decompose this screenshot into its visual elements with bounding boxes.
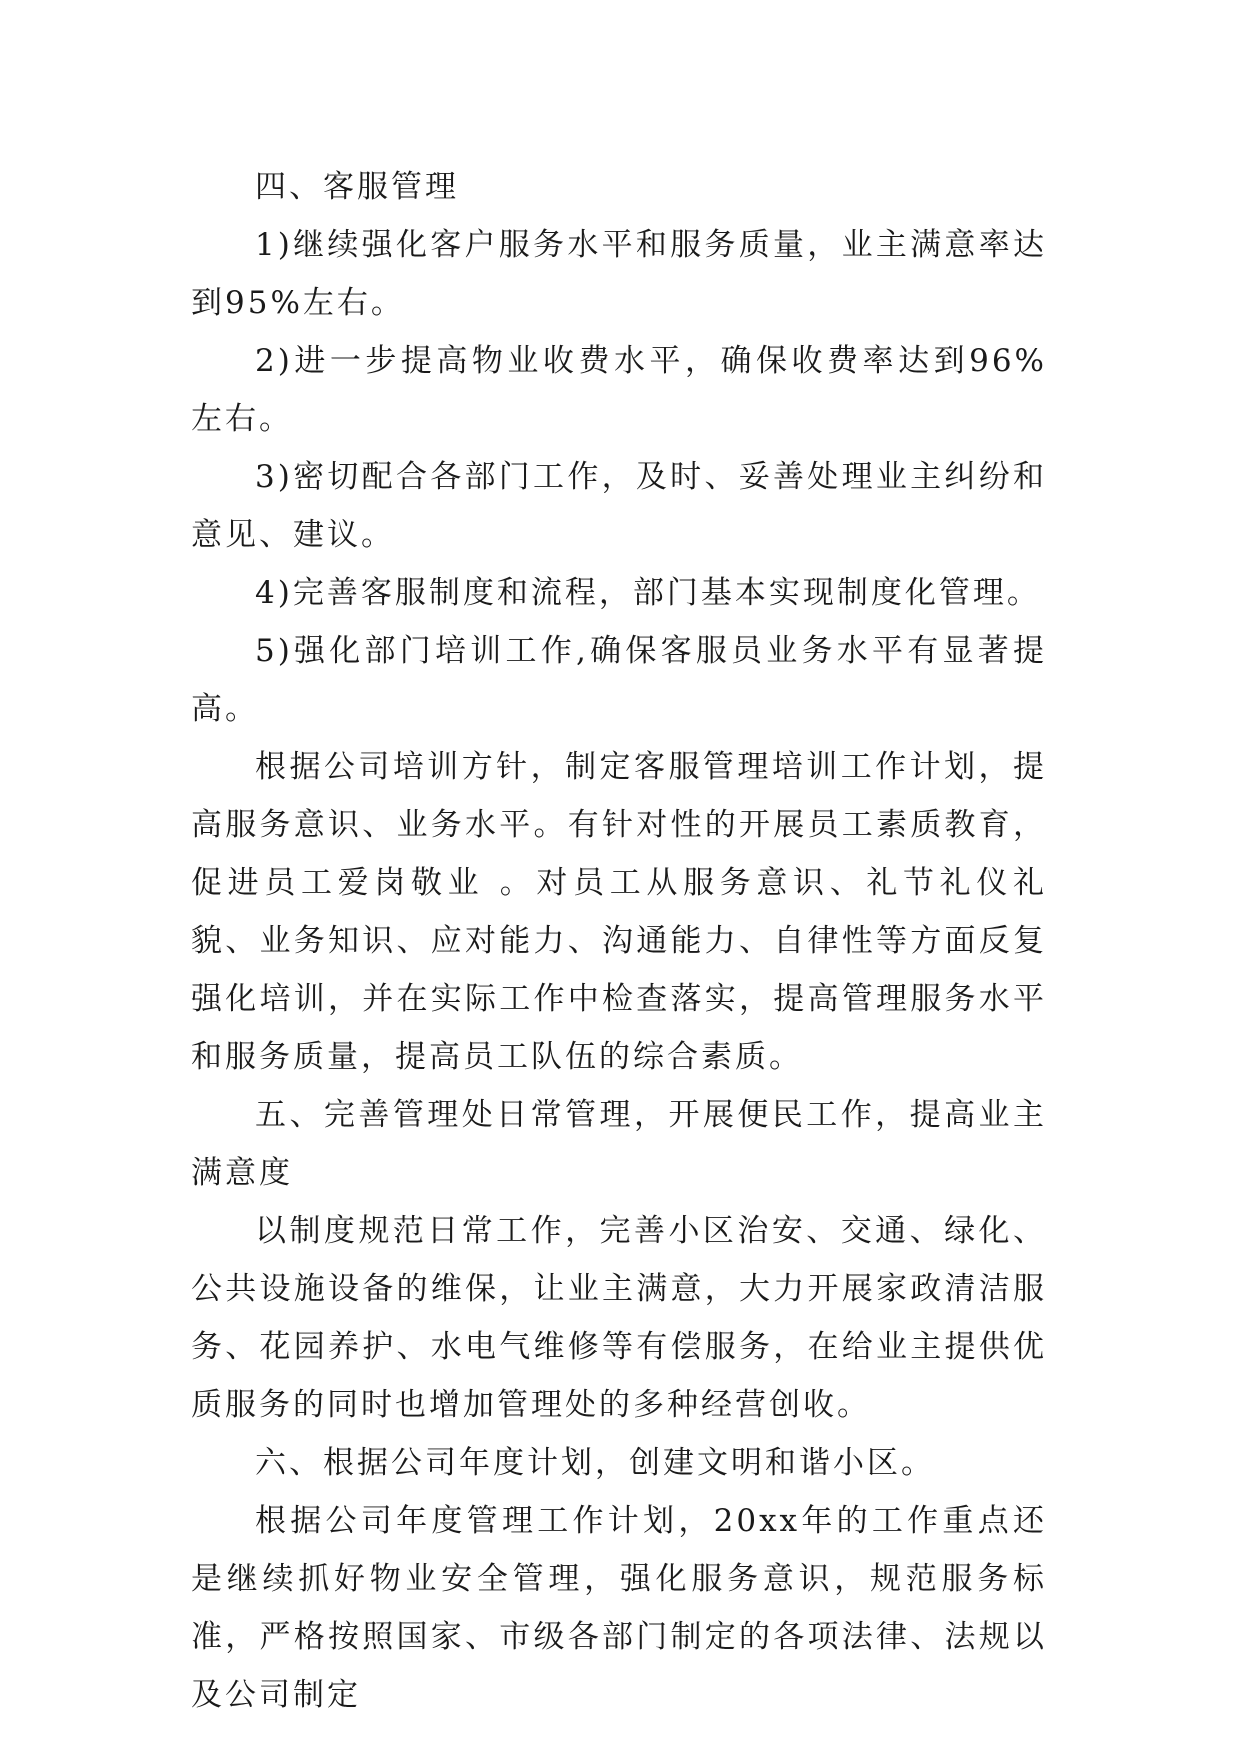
list-item-3: 3)密切配合各部门工作，及时、妥善处理业主纠纷和意见、建议。 — [191, 459, 1047, 553]
list-item-1: 1)继续强化客户服务水平和服务质量，业主满意率达到95%左右。 — [191, 227, 1047, 321]
annual-plan-paragraph: 根据公司年度管理工作计划，20xx年的工作重点还是继续抓好物业安全管理，强化服务意识，规范服务标准，严格按照国家、市级各部门制定的各项法律、法规以及公司制定 — [191, 1503, 1047, 1713]
section-heading-daily-management: 五、完善管理处日常管理，开展便民工作，提高业主满意度 — [191, 1097, 1047, 1191]
document-body — [191, 158, 1047, 1724]
section-heading-civilized-community: 六、根据公司年度计划，创建文明和谐小区。 — [255, 1445, 935, 1481]
section-heading-customer-service: 四、客服管理 — [255, 169, 459, 205]
list-item-4: 4)完善客服制度和流程，部门基本实现制度化管理。 — [255, 575, 1041, 611]
list-item-5: 5)强化部门培训工作,确保客服员业务水平有显著提高。 — [191, 633, 1047, 727]
daily-management-paragraph: 以制度规范日常工作，完善小区治安、交通、绿化、公共设施设备的维保，让业主满意，大力开展家政清洁服务、花园养护、水电气维修等有偿服务，在给业主提供优质服务的同时也增加管理处的多种经营创收。 — [191, 1213, 1047, 1423]
list-item-2: 2)进一步提高物业收费水平，确保收费率达到96%左右。 — [191, 343, 1047, 437]
training-paragraph: 根据公司培训方针，制定客服管理培训工作计划，提高服务意识、业务水平。有针对性的开展员工素质教育，促进员工爱岗敬业 。对员工从服务意识、礼节礼仪礼貌、业务知识、应对能力、沟通能力、自律性等方面反复强化培训，并在实际工作中检查落实，提高管理服务水平和服务质量，提高员工队伍的综合素质。 — [191, 749, 1047, 1075]
